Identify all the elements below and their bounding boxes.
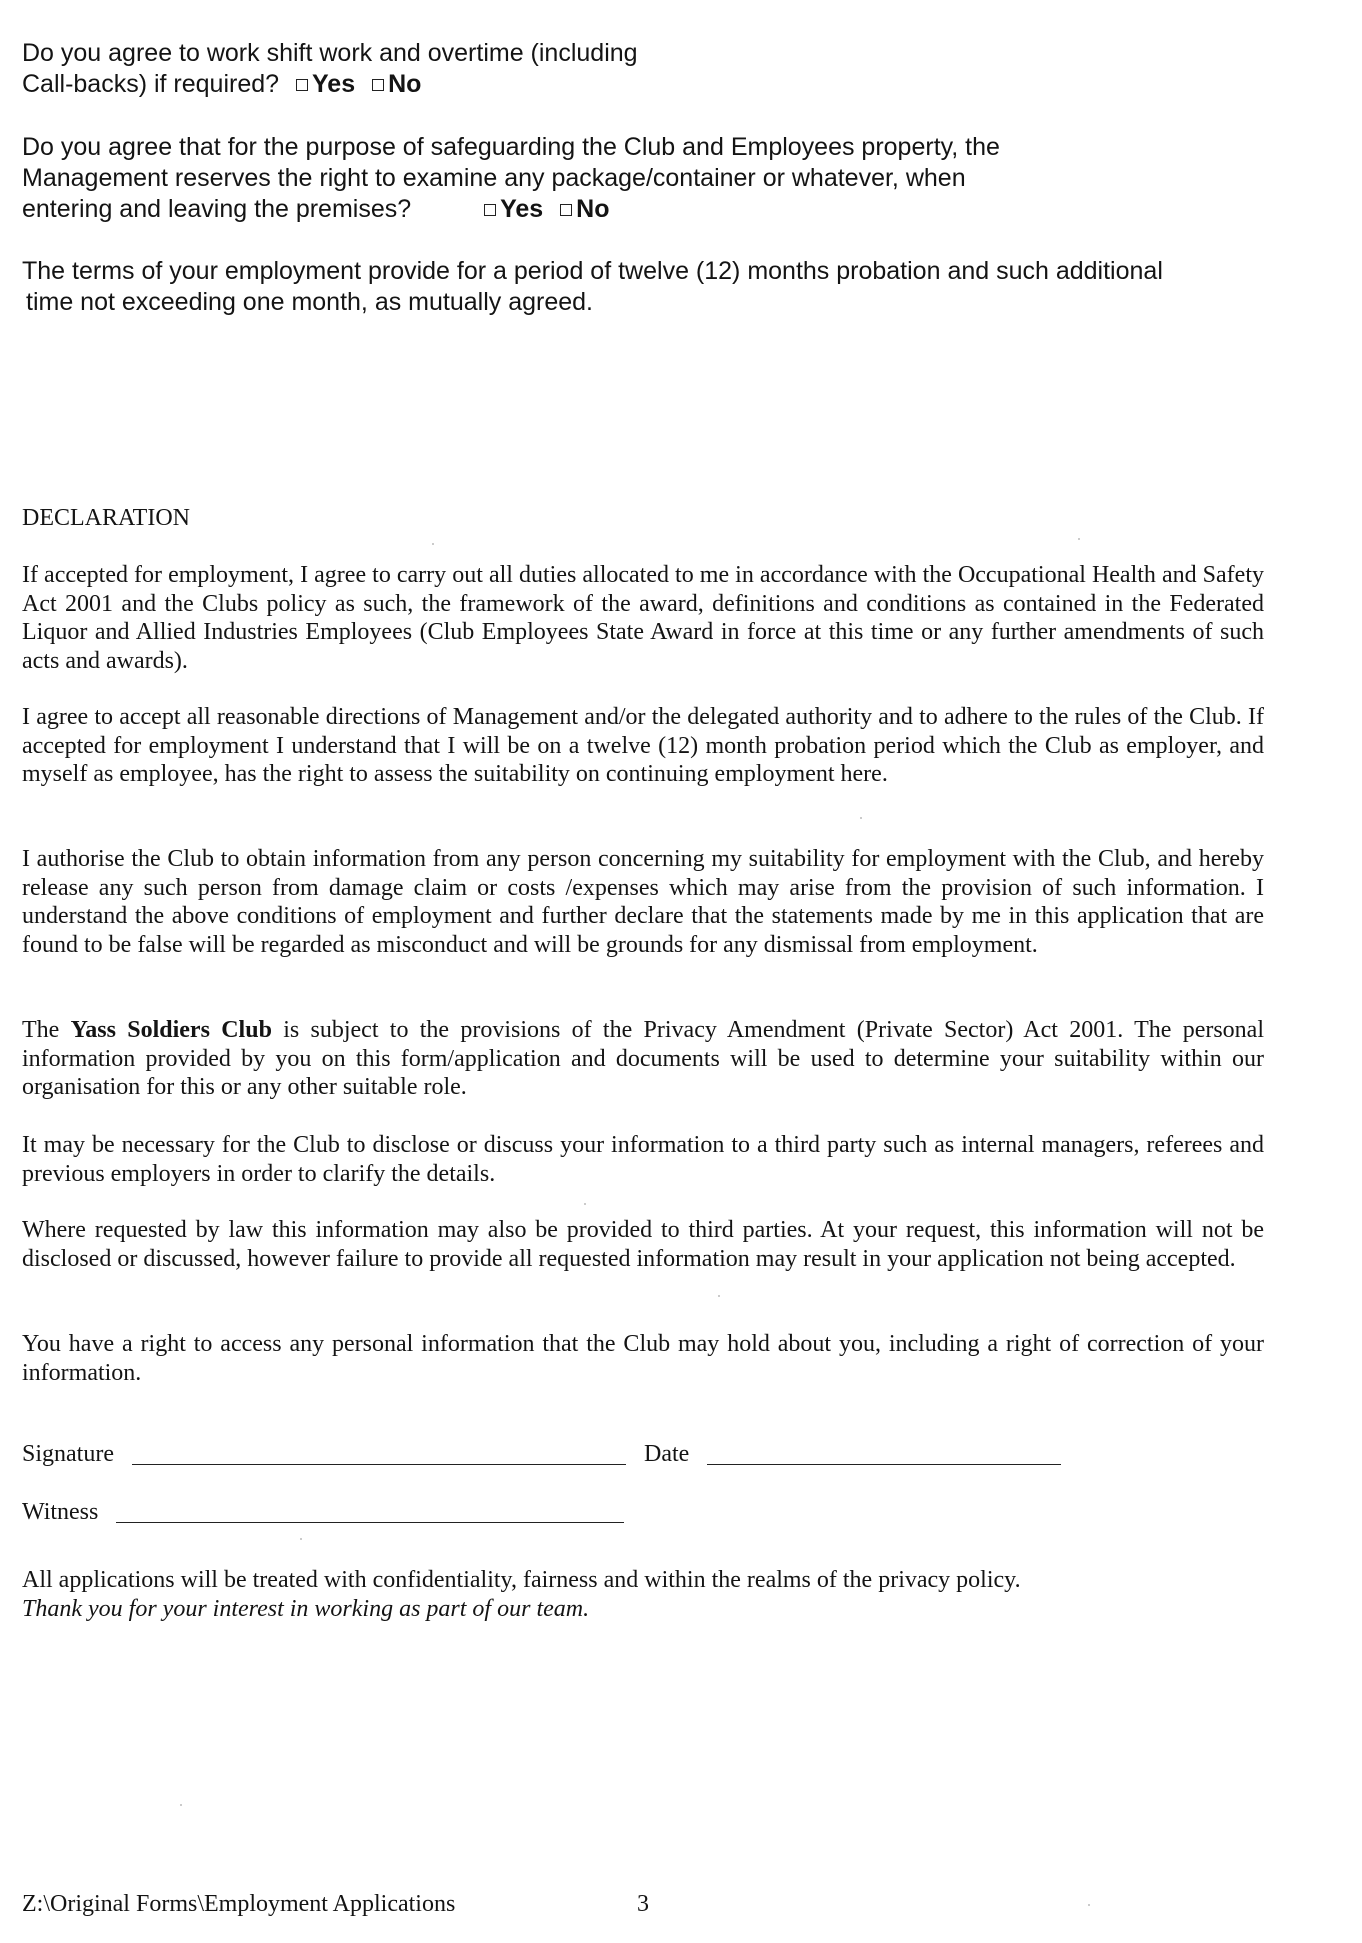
club-name: Yass Soldiers Club: [70, 1017, 272, 1043]
no-checkbox[interactable]: [560, 204, 572, 216]
question-text-line: [22, 194, 1000, 225]
signature-label: Signature: [22, 1441, 114, 1467]
yes-label: Yes: [312, 70, 356, 98]
footer-path: Z:\Original Forms\Employment Applications: [22, 1891, 456, 1917]
yes-label: Yes: [500, 195, 544, 223]
declaration-paragraph: Where requested by law this information may also be provided to third parties. At your request, this information will not be disclosed or discussed, however failure to provide all requested information may result in your application not being accepted.: [22, 1217, 1264, 1272]
probation-line: time not exceeding one month, as mutually agreed.: [26, 288, 594, 316]
witness-label: Witness: [22, 1499, 99, 1525]
date-label: Date: [643, 1441, 690, 1467]
scan-speck: [1088, 1904, 1090, 1906]
closing-line: All applications will be treated with confidentiality, fairness and within the realms of the privacy policy.: [22, 1567, 1021, 1593]
no-label: No: [576, 195, 610, 223]
scan-speck: [180, 1804, 182, 1806]
question-text-line: Do you agree that for the purpose of safeguarding the Club and Employees property, the: [22, 133, 1000, 161]
witness-field[interactable]: [116, 1521, 624, 1523]
no-checkbox[interactable]: [372, 79, 384, 91]
declaration-paragraph: I agree to accept all reasonable directions of Management and/or the delegated authority and to adhere to the rules of the Club. If accepted for employment I understand that I will be on a twelve (12) month probation period which the Club as employer, and myself as employee, has the right to assess the suitability on continuing employment here.: [22, 704, 1264, 787]
declaration-paragraph: It may be necessary for the Club to disclose or discuss your information to a third party such as internal managers, referees and previous employers in order to clarify the details.: [22, 1132, 1264, 1187]
scan-speck: [584, 1203, 586, 1205]
page-number: 3: [637, 1891, 649, 1917]
scan-speck: [860, 817, 862, 819]
probation-line: The terms of your employment provide for a period of twelve (12) months probation and such additional: [22, 257, 1163, 285]
privacy-paragraph: [22, 1016, 1264, 1102]
signature-field[interactable]: [132, 1463, 626, 1465]
witness-row: [22, 1498, 624, 1527]
date-field[interactable]: [707, 1463, 1061, 1465]
question-text: Call-backs) if required?: [22, 70, 280, 98]
privacy-prefix: The: [22, 1017, 71, 1043]
scan-speck: [300, 1538, 302, 1540]
question-property-search: [22, 132, 1000, 225]
declaration-paragraph: If accepted for employment, I agree to carry out all duties allocated to me in accordance with the Occupational Health and Safety Act 2001 and the Clubs policy as such, the framework of the award, definitions and conditions as contained in the Federated Liquor and Allied Industries Employees (Club Employees State Award in force at this time or any further amendments of such acts and awards).: [22, 562, 1264, 674]
yes-checkbox[interactable]: [484, 204, 496, 216]
scan-speck: [718, 1295, 720, 1297]
signature-row: [22, 1440, 1061, 1469]
privacy-suffix: is subject to the provisions of the Privacy Amendment (Private Sector) Act 2001. The personal information provided by you on this form/application and documents will be used to determine your suitability within our organisation for this or any other suitable role.: [22, 1017, 1264, 1100]
yes-checkbox[interactable]: [296, 79, 308, 91]
question-text-line: Management reserves the right to examine any package/container or whatever, when: [22, 164, 966, 192]
no-label: No: [388, 70, 422, 98]
scan-speck: [432, 543, 434, 545]
declaration-paragraph: I authorise the Club to obtain information from any person concerning my suitability for employment with the Club, and hereby release any such person from damage claim or costs /expenses which may arise from the provision of such information. I understand the above conditions of employment and further declare that the statements made by me in this application that are found to be false will be regarded as misconduct and will be grounds for any dismissal from employment.: [22, 846, 1264, 958]
declaration-heading: DECLARATION: [22, 505, 190, 531]
closing-text: [22, 1566, 1021, 1623]
question-shift-work: [22, 38, 638, 100]
probation-text: [22, 256, 1163, 318]
thank-you-line: Thank you for your interest in working as part of our team.: [22, 1595, 590, 1622]
declaration-paragraph: You have a right to access any personal information that the Club may hold about you, including a right of correction of your information.: [22, 1331, 1264, 1386]
question-text-line: [22, 69, 638, 100]
scan-speck: [1078, 538, 1080, 540]
question-text-line: Do you agree to work shift work and overtime (including: [22, 39, 638, 67]
question-text: entering and leaving the premises?: [22, 195, 412, 223]
